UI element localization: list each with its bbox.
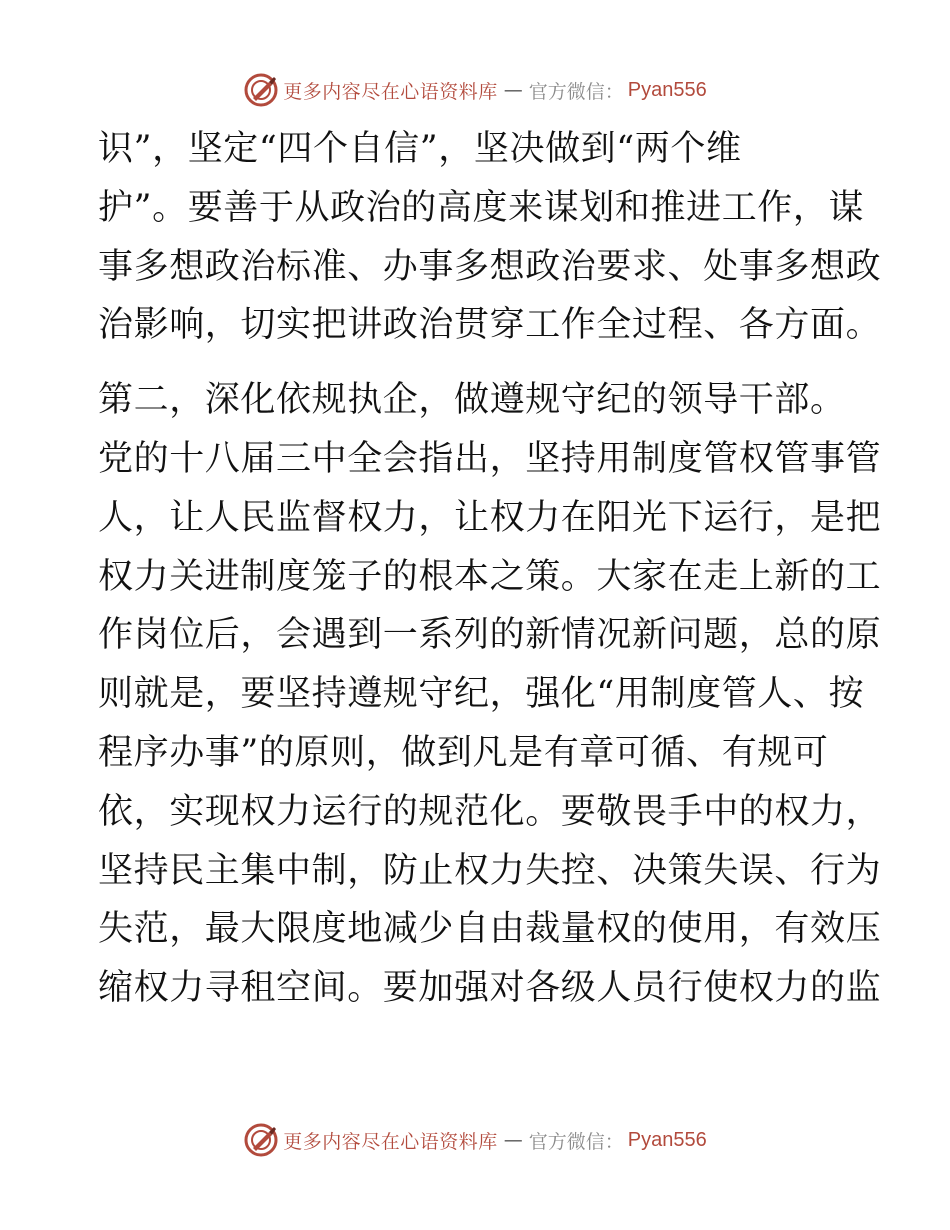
- paragraph-2: [98, 371, 882, 1018]
- text-line: 事多想政治标准、办事多想政治要求、处事多想政: [98, 246, 882, 287]
- text-line: 则就是，要坚持遵规守纪，强化“用制度管人、按: [98, 674, 865, 715]
- brand-logo-icon: [243, 72, 279, 108]
- text-line: 识”，坚定“四个自信”，坚决做到“两个维: [98, 129, 742, 169]
- header-brand-text: 更多内容尽在心语资料库: [283, 80, 498, 103]
- paragraph-1: [98, 120, 882, 355]
- section-heading-line: 第二，深化依规执企，做遵规守纪的领导干部。: [98, 380, 846, 421]
- header-official-label: 官方微信：: [528, 80, 624, 103]
- footer-wechat-id: Pyan556: [627, 1128, 707, 1151]
- footer-official-label: 官方微信：: [528, 1130, 624, 1153]
- header-separator: —: [503, 79, 523, 101]
- text-line: 作岗位后，会遇到一系列的新情况新问题，总的原: [98, 615, 882, 656]
- text-line: 治影响，切实把讲政治贯穿工作全过程、各方面。: [98, 305, 882, 346]
- header-banner: [0, 70, 950, 110]
- document-body: [98, 120, 882, 1018]
- footer-banner-inner: [243, 1122, 707, 1158]
- text-line: 护”。要善于从政治的高度来谋划和推进工作，谋: [98, 187, 865, 228]
- text-line: 党的十八届三中全会指出，坚持用制度管权管事管: [98, 438, 882, 479]
- text-line: 程序办事”的原则，做到凡是有章可循、有规可: [98, 732, 829, 773]
- brand-logo-icon: [243, 1122, 279, 1158]
- footer-separator: —: [503, 1129, 523, 1151]
- text-line: 坚持民主集中制，防止权力失控、决策失误、行为: [98, 850, 882, 891]
- footer-banner: [0, 1120, 950, 1160]
- text-line: 缩权力寻租空间。要加强对各级人员行使权力的监: [98, 968, 882, 1009]
- footer-brand-text: 更多内容尽在心语资料库: [283, 1130, 498, 1153]
- text-line: 依，实现权力运行的规范化。要敬畏手中的权力，: [98, 791, 882, 832]
- text-line: 人，让人民监督权力，让权力在阳光下运行，是把: [98, 497, 882, 538]
- text-line: 权力关进制度笼子的根本之策。大家在走上新的工: [98, 556, 882, 597]
- header-banner-inner: [243, 72, 707, 108]
- header-wechat-id: Pyan556: [627, 78, 707, 101]
- text-line: 失范，最大限度地减少自由裁量权的使用，有效压: [98, 909, 882, 950]
